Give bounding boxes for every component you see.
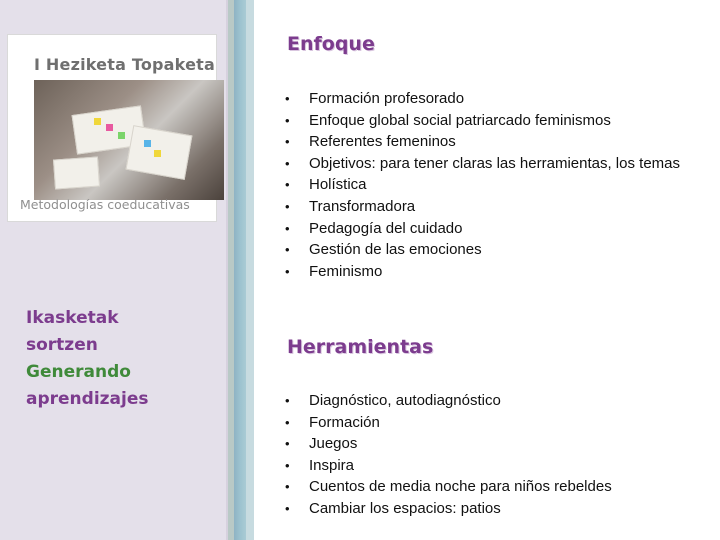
workshop-photo <box>34 80 224 200</box>
list-item: • Holística <box>285 176 367 194</box>
section-title-enfoque: Enfoque <box>287 33 375 55</box>
list-item: • Enfoque global social patriarcado feminismos <box>285 111 611 129</box>
event-card-title: I Heziketa Topaketa <box>34 55 215 74</box>
enfoque-list <box>285 88 685 282</box>
divider-stripe <box>234 0 246 540</box>
list-item: • Inspira <box>285 456 355 474</box>
section-title-herramientas: Herramientas <box>287 336 434 358</box>
list-item: • Cuentos de media noche para niños rebeldes <box>285 478 612 496</box>
left-sidebar-panel <box>0 0 228 540</box>
heading-line-2: sortzen <box>26 335 98 355</box>
list-item: • Gestión de las emociones <box>285 241 482 259</box>
list-item: • Diagnóstico, autodiagnóstico <box>285 392 501 409</box>
heading-line-1: Ikasketak <box>26 308 119 328</box>
list-item: • Objetivos: para tener claras las herramientas, los temas <box>285 154 680 172</box>
list-item: • Formación <box>285 413 380 431</box>
list-item: • Juegos <box>285 435 358 453</box>
herramientas-list <box>285 390 685 520</box>
list-item: • Pedagogía del cuidado <box>285 219 463 237</box>
list-item: • Referentes femeninos <box>285 133 456 151</box>
event-card-subtitle: Metodologías coeducativas <box>20 197 190 212</box>
sidebar-heading <box>26 305 226 413</box>
list-item: • Feminismo <box>285 262 383 280</box>
divider-stripe <box>246 0 254 540</box>
heading-line-4: aprendizajes <box>26 389 149 409</box>
event-card <box>7 34 217 222</box>
list-item: • Formación profesorado <box>285 90 465 107</box>
list-item: • Transformadora <box>285 197 416 215</box>
heading-line-3: Generando <box>26 362 131 382</box>
list-item: • Cambiar los espacios: patios <box>285 499 501 517</box>
